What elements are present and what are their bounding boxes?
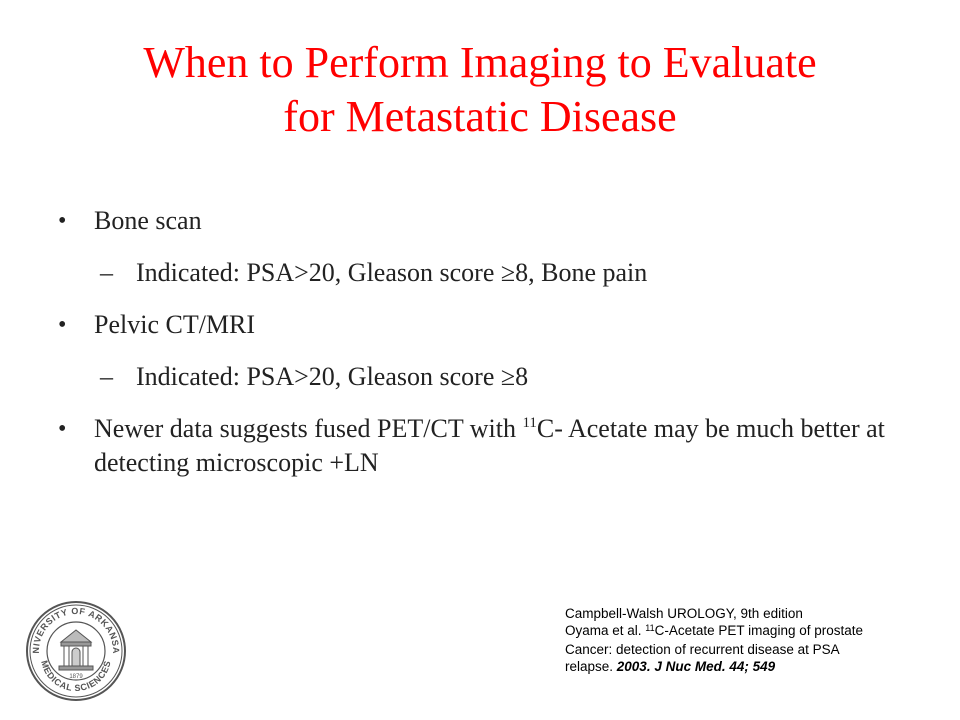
reference-citation <box>565 605 935 675</box>
reference-line-4 <box>565 658 935 675</box>
university-seal-icon <box>25 600 127 702</box>
seal-text-bottom: MEDICAL SCIENCES <box>39 659 113 694</box>
bullet-dot: • <box>58 416 67 442</box>
sub-bullet-bone-scan-indication <box>58 258 898 288</box>
reference-line-4-start: relapse. <box>565 659 617 674</box>
bullet-pet-ct <box>58 414 898 478</box>
bullet-bone-scan <box>58 206 898 236</box>
bullet-text-after: C- Acetate may be much better at detecting microscopic +LN <box>94 414 885 477</box>
bullet-dot: • <box>58 208 67 234</box>
seal-graphic <box>25 600 127 702</box>
isotope-superscript: 11 <box>522 415 537 431</box>
reference-line-2-end: C-Acetate PET imaging of prostate <box>654 623 863 638</box>
bullet-text: Bone scan <box>94 206 202 235</box>
sub-bullet-dash: – <box>100 362 113 391</box>
title-line-1: When to Perform Imaging to Evaluate <box>143 38 817 87</box>
bullet-pelvic-ct-mri <box>58 310 898 340</box>
seal-building <box>59 630 93 670</box>
bullet-dot: • <box>58 312 67 338</box>
slide-title <box>40 36 920 144</box>
reference-line-1: Campbell-Walsh UROLOGY, 9th edition <box>565 606 803 621</box>
reference-line-3: Cancer: detection of recurrent disease at PSA <box>565 642 840 657</box>
bullet-text: Pelvic CT/MRI <box>94 310 256 339</box>
sub-bullet-pelvic-indication <box>58 362 898 392</box>
reference-line-2 <box>565 622 935 641</box>
reference-line-2-start: Oyama et al. <box>565 623 646 638</box>
bullet-text-before: Newer data suggests fused PET/CT with <box>94 414 523 443</box>
bullet-list <box>58 206 898 500</box>
title-line-2: for Metastatic Disease <box>283 92 677 141</box>
sub-bullet-text: Indicated: PSA>20, Gleason score ≥8, Bone pain <box>136 258 648 287</box>
reference-journal: 2003. J Nuc Med. 44; 549 <box>616 659 776 674</box>
reference-superscript: 11 <box>645 623 655 633</box>
sub-bullet-dash: – <box>100 258 113 287</box>
seal-text-top: NIVERSITY OF ARKANSA <box>30 605 122 655</box>
sub-bullet-text: Indicated: PSA>20, Gleason score ≥8 <box>136 362 529 391</box>
seal-year: 1879 <box>69 674 83 680</box>
